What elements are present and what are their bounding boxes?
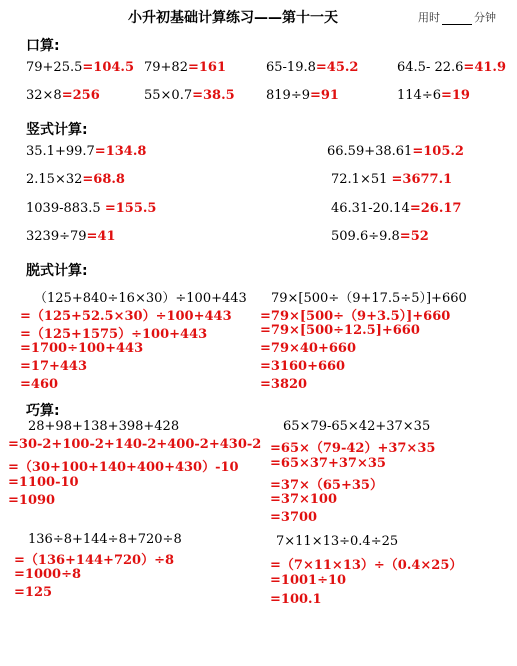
answer: 19 (451, 88, 470, 103)
solution-step: =65×（79-42）+37×35 (270, 441, 436, 456)
solution-step: =125 (14, 585, 53, 600)
answer: 3677.1 (402, 172, 453, 187)
solution-step: =79×[500÷（9+3.5）]+660 (260, 309, 451, 324)
oral-item: 79+82=161 (144, 60, 227, 75)
solution-step: =（136+144+720）÷8 (14, 553, 175, 568)
problem-question: 136÷8+144÷8+720÷8 (28, 532, 182, 547)
vertical-item: 35.1+99.7=134.8 (26, 144, 147, 159)
solution-step: =100.1 (270, 592, 322, 607)
solution-step: =79×[500÷12.5]+660 (260, 323, 420, 338)
solution-step: =1700÷100+443 (20, 341, 144, 356)
problem-question: 65×79-65×42+37×35 (283, 419, 431, 434)
problem-question: 79×[500÷（9+17.5÷5）]+660 (271, 291, 467, 306)
solution-step: =3700 (270, 510, 318, 525)
vertical-item: 509.6÷9.8=52 (331, 229, 429, 244)
timer-suffix: 分钟 (474, 11, 496, 24)
answer: 45.2 (326, 60, 359, 75)
solution-step: =3160+660 (260, 359, 346, 374)
problem-question: 7×11×13÷0.4÷25 (276, 534, 399, 549)
solution-step: =37×（65+35） (270, 478, 383, 493)
answer: 155.5 (115, 201, 157, 216)
time-blank (442, 24, 472, 25)
solution-step: =（125+52.5×30）÷100+443 (20, 309, 232, 324)
vertical-item: 66.59+38.61=105.2 (327, 144, 464, 159)
solution-step: =37×100 (270, 492, 338, 507)
answer: 104.5 (93, 60, 135, 75)
answer: 38.5 (203, 88, 235, 103)
answer: 41.9 (474, 60, 506, 75)
time-spent-label (418, 9, 496, 25)
answer: 41 (97, 229, 116, 244)
stepwise-heading: 脱式计算: (26, 263, 88, 279)
problem-question: （125+840÷16×30）÷100+443 (34, 291, 247, 306)
solution-step: =1000÷8 (14, 567, 82, 582)
solution-step: =17+443 (20, 359, 88, 374)
answer: 256 (72, 88, 100, 103)
solution-step: =3820 (260, 377, 308, 392)
answer: 91 (320, 88, 339, 103)
vertical-heading: 竖式计算: (26, 122, 88, 138)
oral-item: 114÷6=19 (397, 88, 470, 103)
vertical-item: 1039-883.5 =155.5 (26, 201, 157, 216)
solution-step: =30-2+100-2+140-2+400-2+430-2 (8, 437, 262, 452)
vertical-item: 2.15×32=68.8 (26, 172, 125, 187)
solution-step: =1090 (8, 493, 56, 508)
answer: 52 (410, 229, 429, 244)
oral-item: 65-19.8=45.2 (266, 60, 359, 75)
solution-step: =（125+1575）÷100+443 (20, 327, 208, 342)
solution-step: =（30+100+140+400+430）-10 (8, 460, 239, 475)
answer: 26.17 (420, 201, 462, 216)
oral-item: 79+25.5=104.5 (26, 60, 135, 75)
answer: 105.2 (423, 144, 464, 159)
answer: 134.8 (105, 144, 147, 159)
answer: 68.8 (93, 172, 125, 187)
problem-question: 28+98+138+398+428 (28, 419, 180, 434)
oral-item: 819÷9=91 (266, 88, 339, 103)
oral-item: 64.5- 22.6=41.9 (397, 60, 506, 75)
oral-heading: 口算: (26, 38, 60, 54)
oral-item: 55×0.7=38.5 (144, 88, 235, 103)
oral-item: 32×8=256 (26, 88, 100, 103)
answer: 161 (198, 60, 227, 75)
clever-heading: 巧算: (26, 403, 60, 419)
solution-step: =460 (20, 377, 59, 392)
solution-step: =1100-10 (8, 475, 79, 490)
vertical-item: 46.31-20.14=26.17 (331, 201, 462, 216)
vertical-item: 72.1×51 =3677.1 (331, 172, 453, 187)
solution-step: =79×40+660 (260, 341, 356, 356)
timer-prefix: 用时 (418, 11, 440, 24)
solution-step: =（7×11×13）÷（0.4×25） (270, 558, 463, 573)
page-title: 小升初基础计算练习——第十一天 (128, 10, 338, 26)
solution-step: =65×37+37×35 (270, 456, 386, 471)
vertical-item: 3239÷79=41 (26, 229, 116, 244)
solution-step: =1001÷10 (270, 573, 347, 588)
